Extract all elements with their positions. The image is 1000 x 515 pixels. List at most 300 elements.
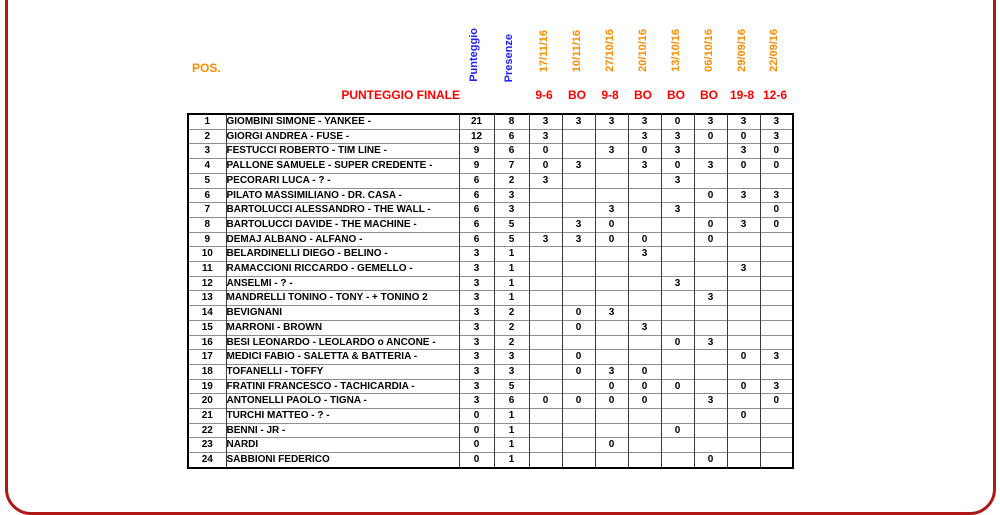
score-cell: [760, 438, 793, 453]
player-name-cell: SABBIONI FEDERICO: [226, 453, 459, 468]
score-cell: 0: [628, 144, 661, 159]
player-name-cell: BARTOLUCCI ALESSANDRO - THE WALL -: [226, 203, 459, 218]
date-column-header: [702, 8, 718, 72]
player-name-cell: GIOMBINI SIMONE - YANKEE -: [226, 114, 459, 129]
score-cell: [595, 173, 628, 188]
score-cell: 0: [529, 159, 562, 174]
presenze-cell: 1: [494, 423, 529, 438]
pos-cell: 9: [188, 232, 226, 247]
score-cell: [727, 320, 760, 335]
score-cell: [529, 423, 562, 438]
punteggio-cell: 6: [459, 217, 494, 232]
punteggio-cell: 3: [459, 394, 494, 409]
score-cell: [760, 409, 793, 424]
score-cell: [529, 276, 562, 291]
score-cell: 0: [628, 379, 661, 394]
score-cell: [760, 232, 793, 247]
pos-cell: 3: [188, 144, 226, 159]
score-cell: [529, 291, 562, 306]
score-cell: [529, 350, 562, 365]
score-cell: 0: [727, 350, 760, 365]
score-cell: 3: [595, 114, 628, 129]
presenze-header-text: Presenze: [503, 33, 515, 82]
score-cell: 3: [694, 291, 727, 306]
player-name-cell: BENNI - JR -: [226, 423, 459, 438]
score-cell: 0: [694, 217, 727, 232]
presenze-cell: 1: [494, 409, 529, 424]
player-name-cell: RAMACCIONI RICCARDO - GEMELLO -: [226, 262, 459, 277]
presenze-cell: 2: [494, 173, 529, 188]
punteggio-cell: 3: [459, 379, 494, 394]
score-cell: [628, 262, 661, 277]
date-header-text: 17/11/16: [538, 29, 550, 72]
pos-cell: 14: [188, 306, 226, 321]
presenze-cell: 1: [494, 276, 529, 291]
pos-cell: 24: [188, 453, 226, 468]
presenze-cell: 3: [494, 203, 529, 218]
date-header-text: 29/09/16: [736, 29, 748, 72]
date-column-header: [636, 8, 652, 72]
punteggio-finale-label: PUNTEGGIO FINALE: [341, 88, 460, 102]
table-row: [188, 262, 793, 277]
score-cell: 3: [760, 379, 793, 394]
score-cell: [529, 247, 562, 262]
score-cell: [727, 394, 760, 409]
punteggio-cell: 6: [459, 232, 494, 247]
finale-value: BO: [634, 88, 652, 102]
player-name-cell: PECORARI LUCA - ? -: [226, 173, 459, 188]
table-row: [188, 232, 793, 247]
pos-cell: 15: [188, 320, 226, 335]
score-cell: [562, 453, 595, 468]
table-row: [188, 144, 793, 159]
score-cell: 3: [562, 232, 595, 247]
score-cell: 3: [661, 276, 694, 291]
pos-cell: 2: [188, 129, 226, 144]
score-cell: 3: [562, 114, 595, 129]
score-cell: 3: [661, 129, 694, 144]
score-cell: 0: [562, 320, 595, 335]
player-name-cell: FESTUCCI ROBERTO - TIM LINE -: [226, 144, 459, 159]
pos-cell: 7: [188, 203, 226, 218]
pos-cell: 16: [188, 335, 226, 350]
score-cell: 0: [661, 379, 694, 394]
punteggio-column-header: [467, 4, 483, 82]
score-cell: 3: [760, 114, 793, 129]
presenze-cell: 7: [494, 159, 529, 174]
score-cell: 0: [595, 438, 628, 453]
punteggio-cell: 0: [459, 453, 494, 468]
score-cell: [529, 364, 562, 379]
score-cell: 0: [661, 159, 694, 174]
score-cell: [628, 276, 661, 291]
finale-value: BO: [667, 88, 685, 102]
score-cell: [595, 262, 628, 277]
score-cell: [628, 423, 661, 438]
score-cell: [694, 247, 727, 262]
score-cell: 3: [661, 203, 694, 218]
score-cell: [628, 453, 661, 468]
score-cell: [661, 262, 694, 277]
score-cell: 3: [727, 188, 760, 203]
score-cell: [760, 276, 793, 291]
score-cell: [694, 262, 727, 277]
score-cell: [562, 409, 595, 424]
score-cell: [661, 409, 694, 424]
pos-cell: 11: [188, 262, 226, 277]
score-cell: [595, 276, 628, 291]
score-cell: [562, 173, 595, 188]
presenze-cell: 2: [494, 335, 529, 350]
pos-cell: 18: [188, 364, 226, 379]
score-cell: [661, 364, 694, 379]
score-cell: [562, 188, 595, 203]
score-cell: 0: [562, 350, 595, 365]
player-name-cell: GIORGI ANDREA - FUSE -: [226, 129, 459, 144]
score-cell: 3: [628, 320, 661, 335]
score-cell: 0: [562, 364, 595, 379]
score-cell: [595, 350, 628, 365]
finale-value: 9-8: [601, 88, 619, 102]
score-cell: 0: [760, 203, 793, 218]
score-cell: [760, 262, 793, 277]
score-cell: [694, 173, 727, 188]
score-cell: [595, 188, 628, 203]
score-cell: [727, 291, 760, 306]
score-cell: [628, 203, 661, 218]
score-cell: [694, 379, 727, 394]
table-row: [188, 188, 793, 203]
presenze-cell: 6: [494, 394, 529, 409]
player-name-cell: MANDRELLI TONINO - TONY - + TONINO 2: [226, 291, 459, 306]
score-cell: 3: [595, 203, 628, 218]
table-row: [188, 217, 793, 232]
score-cell: 0: [694, 129, 727, 144]
score-cell: [595, 409, 628, 424]
score-cell: 0: [760, 144, 793, 159]
score-cell: 0: [628, 232, 661, 247]
date-header-text: 13/10/16: [670, 29, 682, 72]
score-cell: [661, 438, 694, 453]
score-cell: [529, 188, 562, 203]
score-cell: [529, 217, 562, 232]
player-name-cell: BESI LEONARDO - LEOLARDO o ANCONE -: [226, 335, 459, 350]
player-name-cell: MARRONI - BROWN: [226, 320, 459, 335]
score-cell: [694, 423, 727, 438]
score-cell: [760, 423, 793, 438]
score-cell: [727, 453, 760, 468]
score-cell: [661, 247, 694, 262]
table-row: [188, 350, 793, 365]
table-row: [188, 364, 793, 379]
score-cell: 0: [628, 364, 661, 379]
score-cell: 3: [529, 173, 562, 188]
pos-cell: 19: [188, 379, 226, 394]
punteggio-cell: 12: [459, 129, 494, 144]
score-cell: [595, 291, 628, 306]
score-cell: 0: [694, 188, 727, 203]
score-cell: 3: [529, 129, 562, 144]
score-cell: 0: [694, 232, 727, 247]
score-cell: 3: [529, 232, 562, 247]
presenze-cell: 8: [494, 114, 529, 129]
presenze-cell: 3: [494, 188, 529, 203]
score-cell: 3: [595, 364, 628, 379]
score-cell: [562, 379, 595, 394]
score-cell: 3: [727, 144, 760, 159]
punteggio-cell: 3: [459, 276, 494, 291]
score-cell: [595, 247, 628, 262]
punteggio-cell: 3: [459, 262, 494, 277]
score-cell: 3: [727, 114, 760, 129]
date-column-header: [603, 8, 619, 72]
score-cell: [529, 409, 562, 424]
pos-cell: 23: [188, 438, 226, 453]
score-cell: 3: [727, 262, 760, 277]
score-cell: [694, 438, 727, 453]
punteggio-cell: 9: [459, 159, 494, 174]
punteggio-cell: 3: [459, 350, 494, 365]
table-row: [188, 276, 793, 291]
player-name-cell: NARDI: [226, 438, 459, 453]
pos-cell: 22: [188, 423, 226, 438]
score-cell: [628, 217, 661, 232]
score-cell: [628, 438, 661, 453]
player-name-cell: BARTOLUCCI DAVIDE - THE MACHINE -: [226, 217, 459, 232]
score-cell: [661, 217, 694, 232]
table-row: [188, 203, 793, 218]
score-cell: [727, 276, 760, 291]
presenze-cell: 1: [494, 438, 529, 453]
pos-cell: 1: [188, 114, 226, 129]
score-cell: 3: [661, 144, 694, 159]
score-cell: [694, 276, 727, 291]
punteggio-cell: 0: [459, 423, 494, 438]
pos-cell: 17: [188, 350, 226, 365]
score-cell: [562, 144, 595, 159]
score-cell: 3: [661, 173, 694, 188]
score-cell: 0: [595, 217, 628, 232]
score-cell: 0: [727, 159, 760, 174]
score-cell: [694, 144, 727, 159]
score-cell: [694, 409, 727, 424]
score-cell: [628, 306, 661, 321]
table-row: [188, 159, 793, 174]
score-cell: [727, 247, 760, 262]
score-cell: [529, 262, 562, 277]
table-row: [188, 173, 793, 188]
punteggio-cell: 6: [459, 203, 494, 218]
score-cell: [529, 306, 562, 321]
pos-column-label: POS.: [192, 61, 221, 75]
score-cell: [661, 394, 694, 409]
score-cell: [628, 409, 661, 424]
player-name-cell: FRATINI FRANCESCO - TACHICARDIA -: [226, 379, 459, 394]
score-table-body: [188, 114, 793, 468]
score-cell: [694, 350, 727, 365]
table-row: [188, 306, 793, 321]
score-cell: [694, 320, 727, 335]
date-column-header: [735, 8, 751, 72]
score-cell: [760, 453, 793, 468]
punteggio-cell: 3: [459, 364, 494, 379]
score-cell: [661, 306, 694, 321]
player-name-cell: TOFANELLI - TOFFY: [226, 364, 459, 379]
score-table: [187, 113, 794, 469]
score-cell: [661, 320, 694, 335]
score-cell: [727, 306, 760, 321]
presenze-cell: 1: [494, 262, 529, 277]
score-cell: [595, 335, 628, 350]
score-cell: [562, 291, 595, 306]
score-cell: [760, 320, 793, 335]
score-cell: [727, 335, 760, 350]
presenze-cell: 5: [494, 217, 529, 232]
table-row: [188, 320, 793, 335]
presenze-cell: 1: [494, 247, 529, 262]
score-cell: 3: [694, 335, 727, 350]
finale-value: 12-6: [762, 88, 788, 102]
score-cell: [628, 335, 661, 350]
score-cell: [562, 423, 595, 438]
score-cell: [529, 335, 562, 350]
presenze-cell: 5: [494, 379, 529, 394]
score-cell: 3: [760, 129, 793, 144]
score-cell: 0: [595, 379, 628, 394]
presenze-column-header: [502, 4, 518, 82]
score-cell: [694, 364, 727, 379]
finale-value: 9-6: [535, 88, 553, 102]
score-cell: [595, 320, 628, 335]
pos-cell: 10: [188, 247, 226, 262]
score-cell: [661, 291, 694, 306]
score-cell: 0: [760, 394, 793, 409]
score-cell: [628, 173, 661, 188]
finale-value: BO: [700, 88, 718, 102]
player-name-cell: ANTONELLI PAOLO - TIGNA -: [226, 394, 459, 409]
punteggio-cell: 3: [459, 291, 494, 306]
score-cell: [727, 232, 760, 247]
score-cell: [529, 320, 562, 335]
score-cell: 3: [760, 188, 793, 203]
score-cell: [529, 203, 562, 218]
table-row: [188, 247, 793, 262]
punteggio-cell: 0: [459, 409, 494, 424]
table-row: [188, 335, 793, 350]
date-column-header: [669, 8, 685, 72]
score-cell: 3: [595, 144, 628, 159]
pos-cell: 12: [188, 276, 226, 291]
score-cell: [562, 335, 595, 350]
score-cell: [595, 423, 628, 438]
pos-cell: 5: [188, 173, 226, 188]
score-cell: 0: [760, 217, 793, 232]
punteggio-cell: 9: [459, 144, 494, 159]
score-cell: 0: [595, 394, 628, 409]
table-row: [188, 438, 793, 453]
score-cell: [694, 203, 727, 218]
score-cell: [661, 453, 694, 468]
punteggio-cell: 3: [459, 335, 494, 350]
date-header-text: 06/10/16: [703, 29, 715, 72]
score-cell: [727, 364, 760, 379]
table-row: [188, 423, 793, 438]
score-cell: [760, 173, 793, 188]
score-cell: 0: [661, 335, 694, 350]
score-cell: [661, 350, 694, 365]
player-name-cell: TURCHI MATTEO - ? -: [226, 409, 459, 424]
score-cell: 3: [595, 306, 628, 321]
score-cell: 0: [694, 453, 727, 468]
presenze-cell: 1: [494, 291, 529, 306]
score-cell: 3: [727, 217, 760, 232]
score-cell: [760, 364, 793, 379]
date-header-text: 22/09/16: [768, 29, 780, 72]
score-cell: [595, 129, 628, 144]
punteggio-cell: 6: [459, 188, 494, 203]
score-cell: 3: [529, 114, 562, 129]
table-row: [188, 379, 793, 394]
score-cell: [562, 203, 595, 218]
date-column-header: [537, 8, 553, 72]
score-cell: 3: [562, 159, 595, 174]
score-cell: [661, 188, 694, 203]
table-row: [188, 394, 793, 409]
score-cell: [760, 306, 793, 321]
punteggio-cell: 6: [459, 173, 494, 188]
score-cell: 3: [628, 159, 661, 174]
player-name-cell: BEVIGNANI: [226, 306, 459, 321]
score-cell: 0: [661, 423, 694, 438]
date-header-text: 20/10/16: [637, 29, 649, 72]
table-row: [188, 291, 793, 306]
score-cell: [628, 291, 661, 306]
player-name-cell: ANSELMI - ? -: [226, 276, 459, 291]
score-cell: 0: [628, 394, 661, 409]
score-cell: [562, 129, 595, 144]
score-cell: [628, 350, 661, 365]
score-cell: 0: [727, 379, 760, 394]
score-cell: 0: [562, 394, 595, 409]
date-header-text: 10/11/16: [571, 29, 583, 72]
score-cell: [562, 438, 595, 453]
punteggio-cell: 3: [459, 247, 494, 262]
presenze-cell: 3: [494, 350, 529, 365]
finale-value: BO: [568, 88, 586, 102]
score-cell: 0: [562, 306, 595, 321]
presenze-cell: 2: [494, 306, 529, 321]
presenze-cell: 3: [494, 364, 529, 379]
presenze-cell: 1: [494, 453, 529, 468]
score-cell: [760, 335, 793, 350]
player-name-cell: MEDICI FABIO - SALETTA & BATTERIA -: [226, 350, 459, 365]
presenze-cell: 2: [494, 320, 529, 335]
table-row: [188, 453, 793, 468]
punteggio-cell: 21: [459, 114, 494, 129]
pos-cell: 20: [188, 394, 226, 409]
table-row: [188, 129, 793, 144]
score-cell: 0: [727, 129, 760, 144]
score-cell: [529, 438, 562, 453]
score-cell: [727, 438, 760, 453]
pos-cell: 8: [188, 217, 226, 232]
finale-value: 19-8: [729, 88, 755, 102]
pos-cell: 13: [188, 291, 226, 306]
score-cell: 0: [727, 409, 760, 424]
score-cell: 3: [694, 114, 727, 129]
table-row: [188, 409, 793, 424]
punteggio-header-text: Punteggio: [468, 28, 480, 82]
